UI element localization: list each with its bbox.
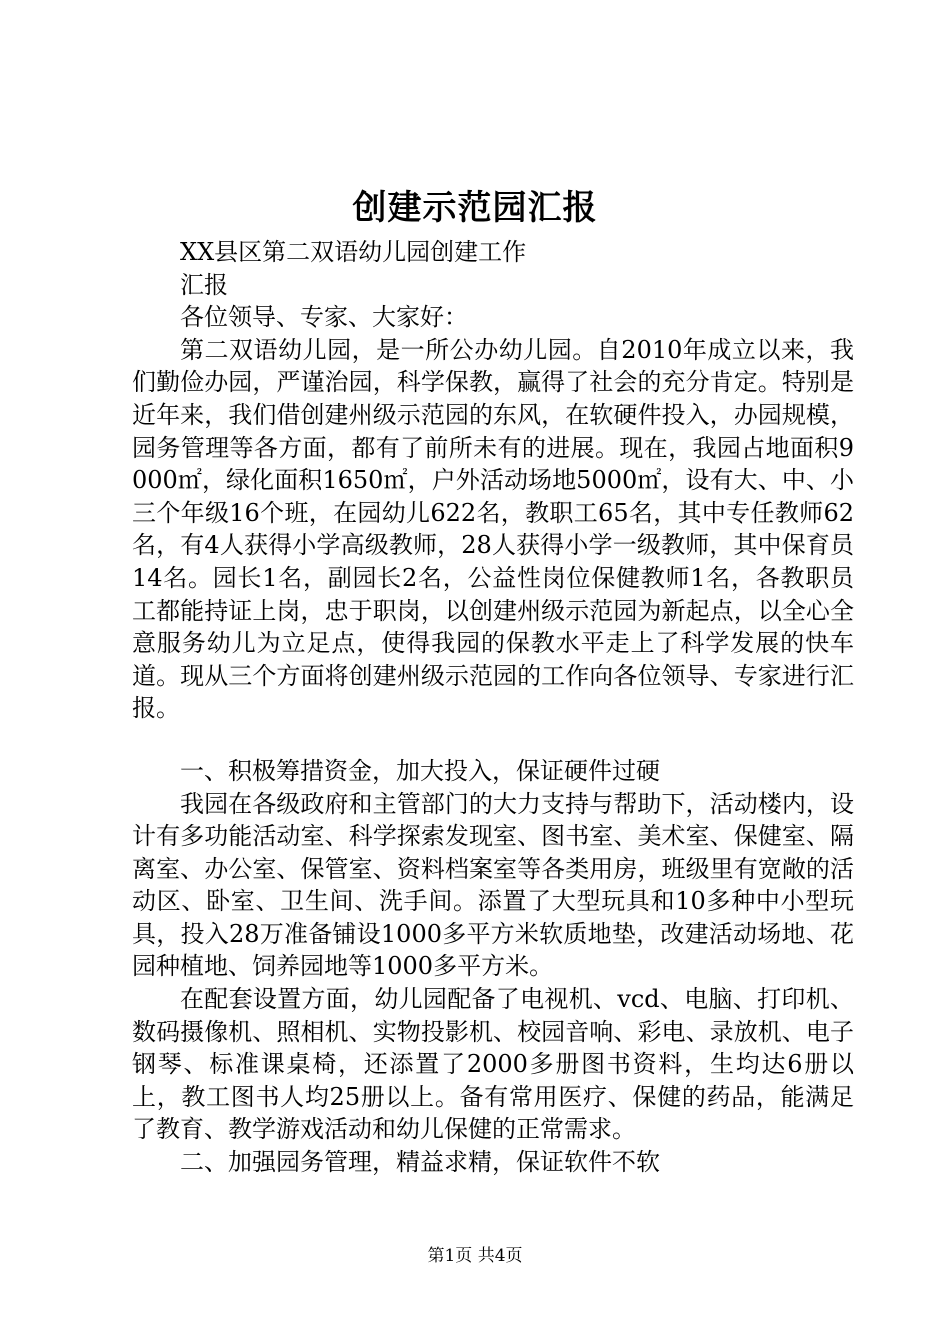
paragraph-facilities: 我园在各级政府和主管部门的大力支持与帮助下，活动楼内，设计有多功能活动室、科学探索发现室、图书室、美术室、保健室、隔离室、办公室、保管室、资料档案室等各类用房，班级里有宽敞的活动区、卧室、卫生间、洗手间。添置了大型玩具和10多种中小型玩具，投入28万准备铺设1000多平方米软质地垫，改建活动场地、花园种植地、饲养园地等1000多平方米。 [132,789,854,981]
paragraph-subtitle-line2: 汇报 [180,270,228,299]
page-footer: 第1页 共4页 [427,1246,523,1266]
paragraph-subtitle-line1: XX县区第二双语幼儿园创建工作 [180,238,527,266]
document-title: 创建示范园汇报 [352,188,598,228]
section-heading-1: 一、积极筹措资金，加大投入，保证硬件过硬 [180,756,660,785]
section-heading-2: 二、加强园务管理，精益求精，保证软件不软 [180,1148,660,1177]
paragraph-introduction: 第二双语幼儿园，是一所公办幼儿园。自2010年成立以来，我们勤俭办园，严谨治园，科学保教，赢得了社会的充分肯定。特别是近年来，我们借创建州级示范园的东风，在软硬件投入，办园规模，园务管理等各方面，都有了前所未有的进展。现在，我园占地面积9000㎡，绿化面积1650㎡，户外活动场地5000㎡，设有大、中、小三个年级16个班，在园幼儿622名，教职工65名，其中专任教师62名，有4人获得小学高级教师，28人获得小学一级教师，其中保育员14名。园长1名，副园长2名，公益性岗位保健教师1名，各教职员工都能持证上岗，忠于职岗，以创建州级示范园为新起点，以全心全意服务幼儿为立足点，使得我园的保教水平走上了科学发展的快车道。现从三个方面将创建州级示范园的工作向各位领导、专家进行汇报。 [132,335,854,723]
document-body [132,236,854,1179]
paragraph-greeting: 各位领导、专家、大家好： [180,303,468,332]
paragraph-equipment: 在配套设置方面，幼儿园配备了电视机、vcd、电脑、打印机、数码摄像机、照相机、实物投影机、校园音响、彩电、录放机、电子钢琴、标准课桌椅，还添置了2000多册图书资料，生均达6册以上，教工图书人均25册以上。备有常用医疗、保健的药品，能满足了教育、教学游戏活动和幼儿保健的正常需求。 [132,985,854,1144]
